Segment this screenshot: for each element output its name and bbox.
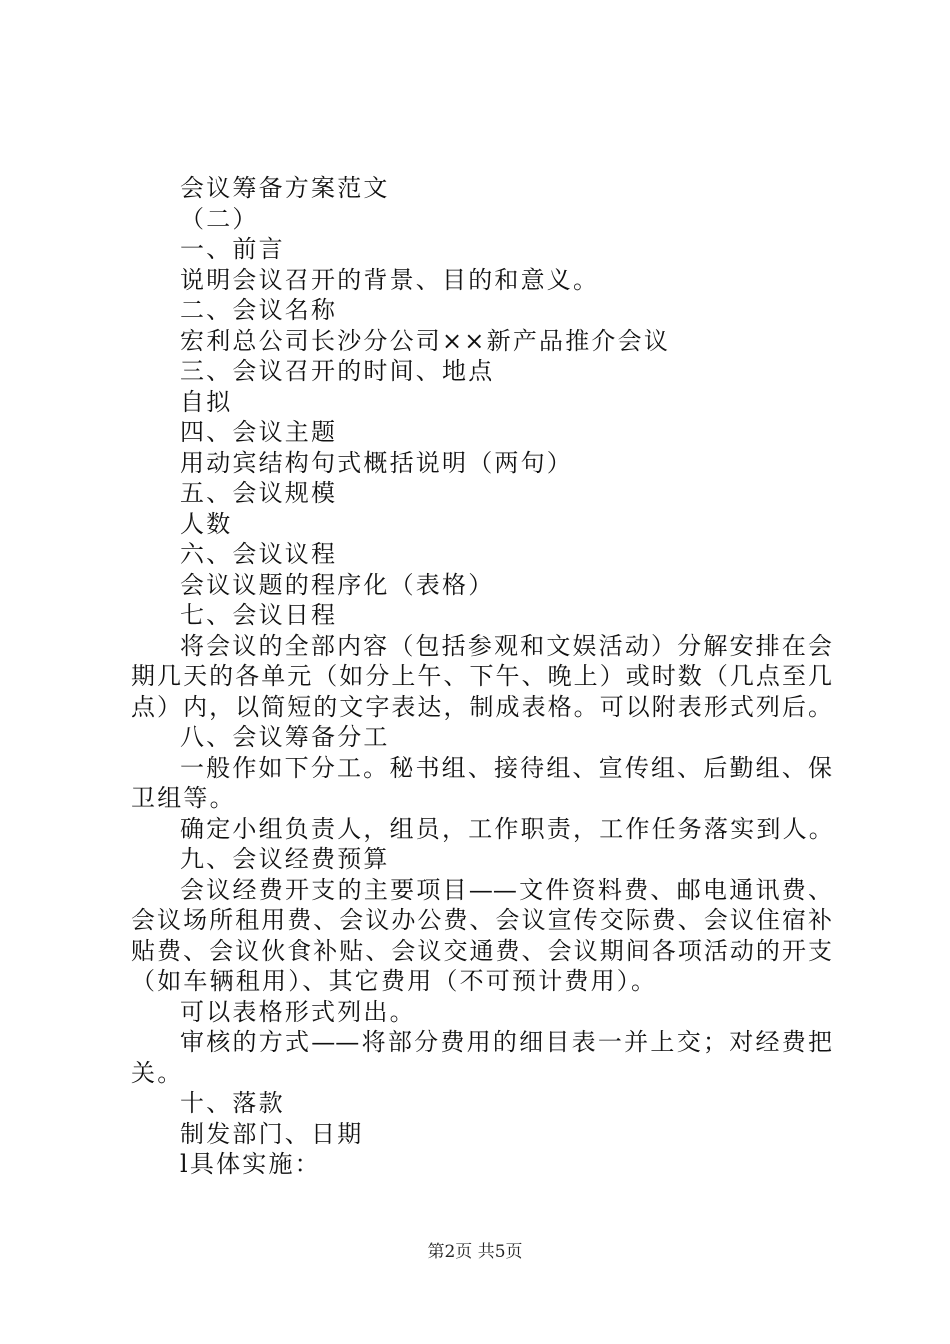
paragraph-line: 会议议题的程序化（表格） xyxy=(180,570,495,599)
paragraph-line: 确定小组负责人，组员，工作职责，工作任务落实到人。 xyxy=(180,814,835,843)
section-heading-6: 六、会议议程 xyxy=(180,540,338,568)
document-subtitle: （二） xyxy=(180,204,259,233)
paragraph-line: 会议经费开支的主要项目——文件资料费、邮电通讯费、 xyxy=(180,875,832,904)
paragraph-line: 关。 xyxy=(131,1058,184,1087)
paragraph-line: 可以表格形式列出。 xyxy=(180,997,416,1026)
page-footer: 第2页 共5页 xyxy=(427,1242,523,1262)
paragraph-line: 卫组等。 xyxy=(131,784,236,812)
section-heading-7: 七、会议日程 xyxy=(180,601,338,629)
section-heading-10: 十、落款 xyxy=(180,1089,285,1117)
paragraph-line: 贴费、会议伙食补贴、会议交通费、会议期间各项活动的开支 xyxy=(131,936,832,965)
paragraph-line: 一般作如下分工。秘书组、接待组、宣传组、后勤组、保 xyxy=(180,753,832,782)
document-body xyxy=(0,173,950,1180)
paragraph-line: l具体实施： xyxy=(180,1150,321,1178)
paragraph-line: 用动宾结构句式概括说明（两句） xyxy=(180,448,573,477)
section-heading-4: 四、会议主题 xyxy=(180,418,338,446)
paragraph-line: 宏利总公司长沙分公司××新产品推介会议 xyxy=(180,326,671,355)
section-heading-2: 二、会议名称 xyxy=(180,296,338,324)
section-heading-8: 八、会议筹备分工 xyxy=(180,723,390,751)
paragraph-line: 点）内，以简短的文字表达，制成表格。可以附表形式列后。 xyxy=(131,692,832,721)
paragraph-line: 说明会议召开的背景、目的和意义。 xyxy=(180,265,600,294)
paragraph-line: 人数 xyxy=(180,509,233,538)
document-title: 会议筹备方案范文 xyxy=(180,174,390,202)
paragraph-line: 自拟 xyxy=(180,387,233,416)
paragraph-line: （如车辆租用）、其它费用（不可预计费用）。 xyxy=(131,967,658,995)
section-heading-5: 五、会议规模 xyxy=(180,479,338,507)
section-heading-3: 三、会议召开的时间、地点 xyxy=(180,357,495,385)
paragraph-line: 期几天的各单元（如分上午、下午、晚上）或时数（几点至几 xyxy=(131,662,832,690)
paragraph-line: 制发部门、日期 xyxy=(180,1119,364,1148)
section-heading-9: 九、会议经费预算 xyxy=(180,845,390,873)
paragraph-line: 将会议的全部内容（包括参观和文娱活动）分解安排在会 xyxy=(180,631,832,660)
paragraph-line: 会议场所租用费、会议办公费、会议宣传交际费、会议住宿补 xyxy=(131,906,832,934)
section-heading-1: 一、前言 xyxy=(180,235,285,263)
paragraph-line: 审核的方式——将部分费用的细目表一并上交；对经费把 xyxy=(180,1028,832,1056)
